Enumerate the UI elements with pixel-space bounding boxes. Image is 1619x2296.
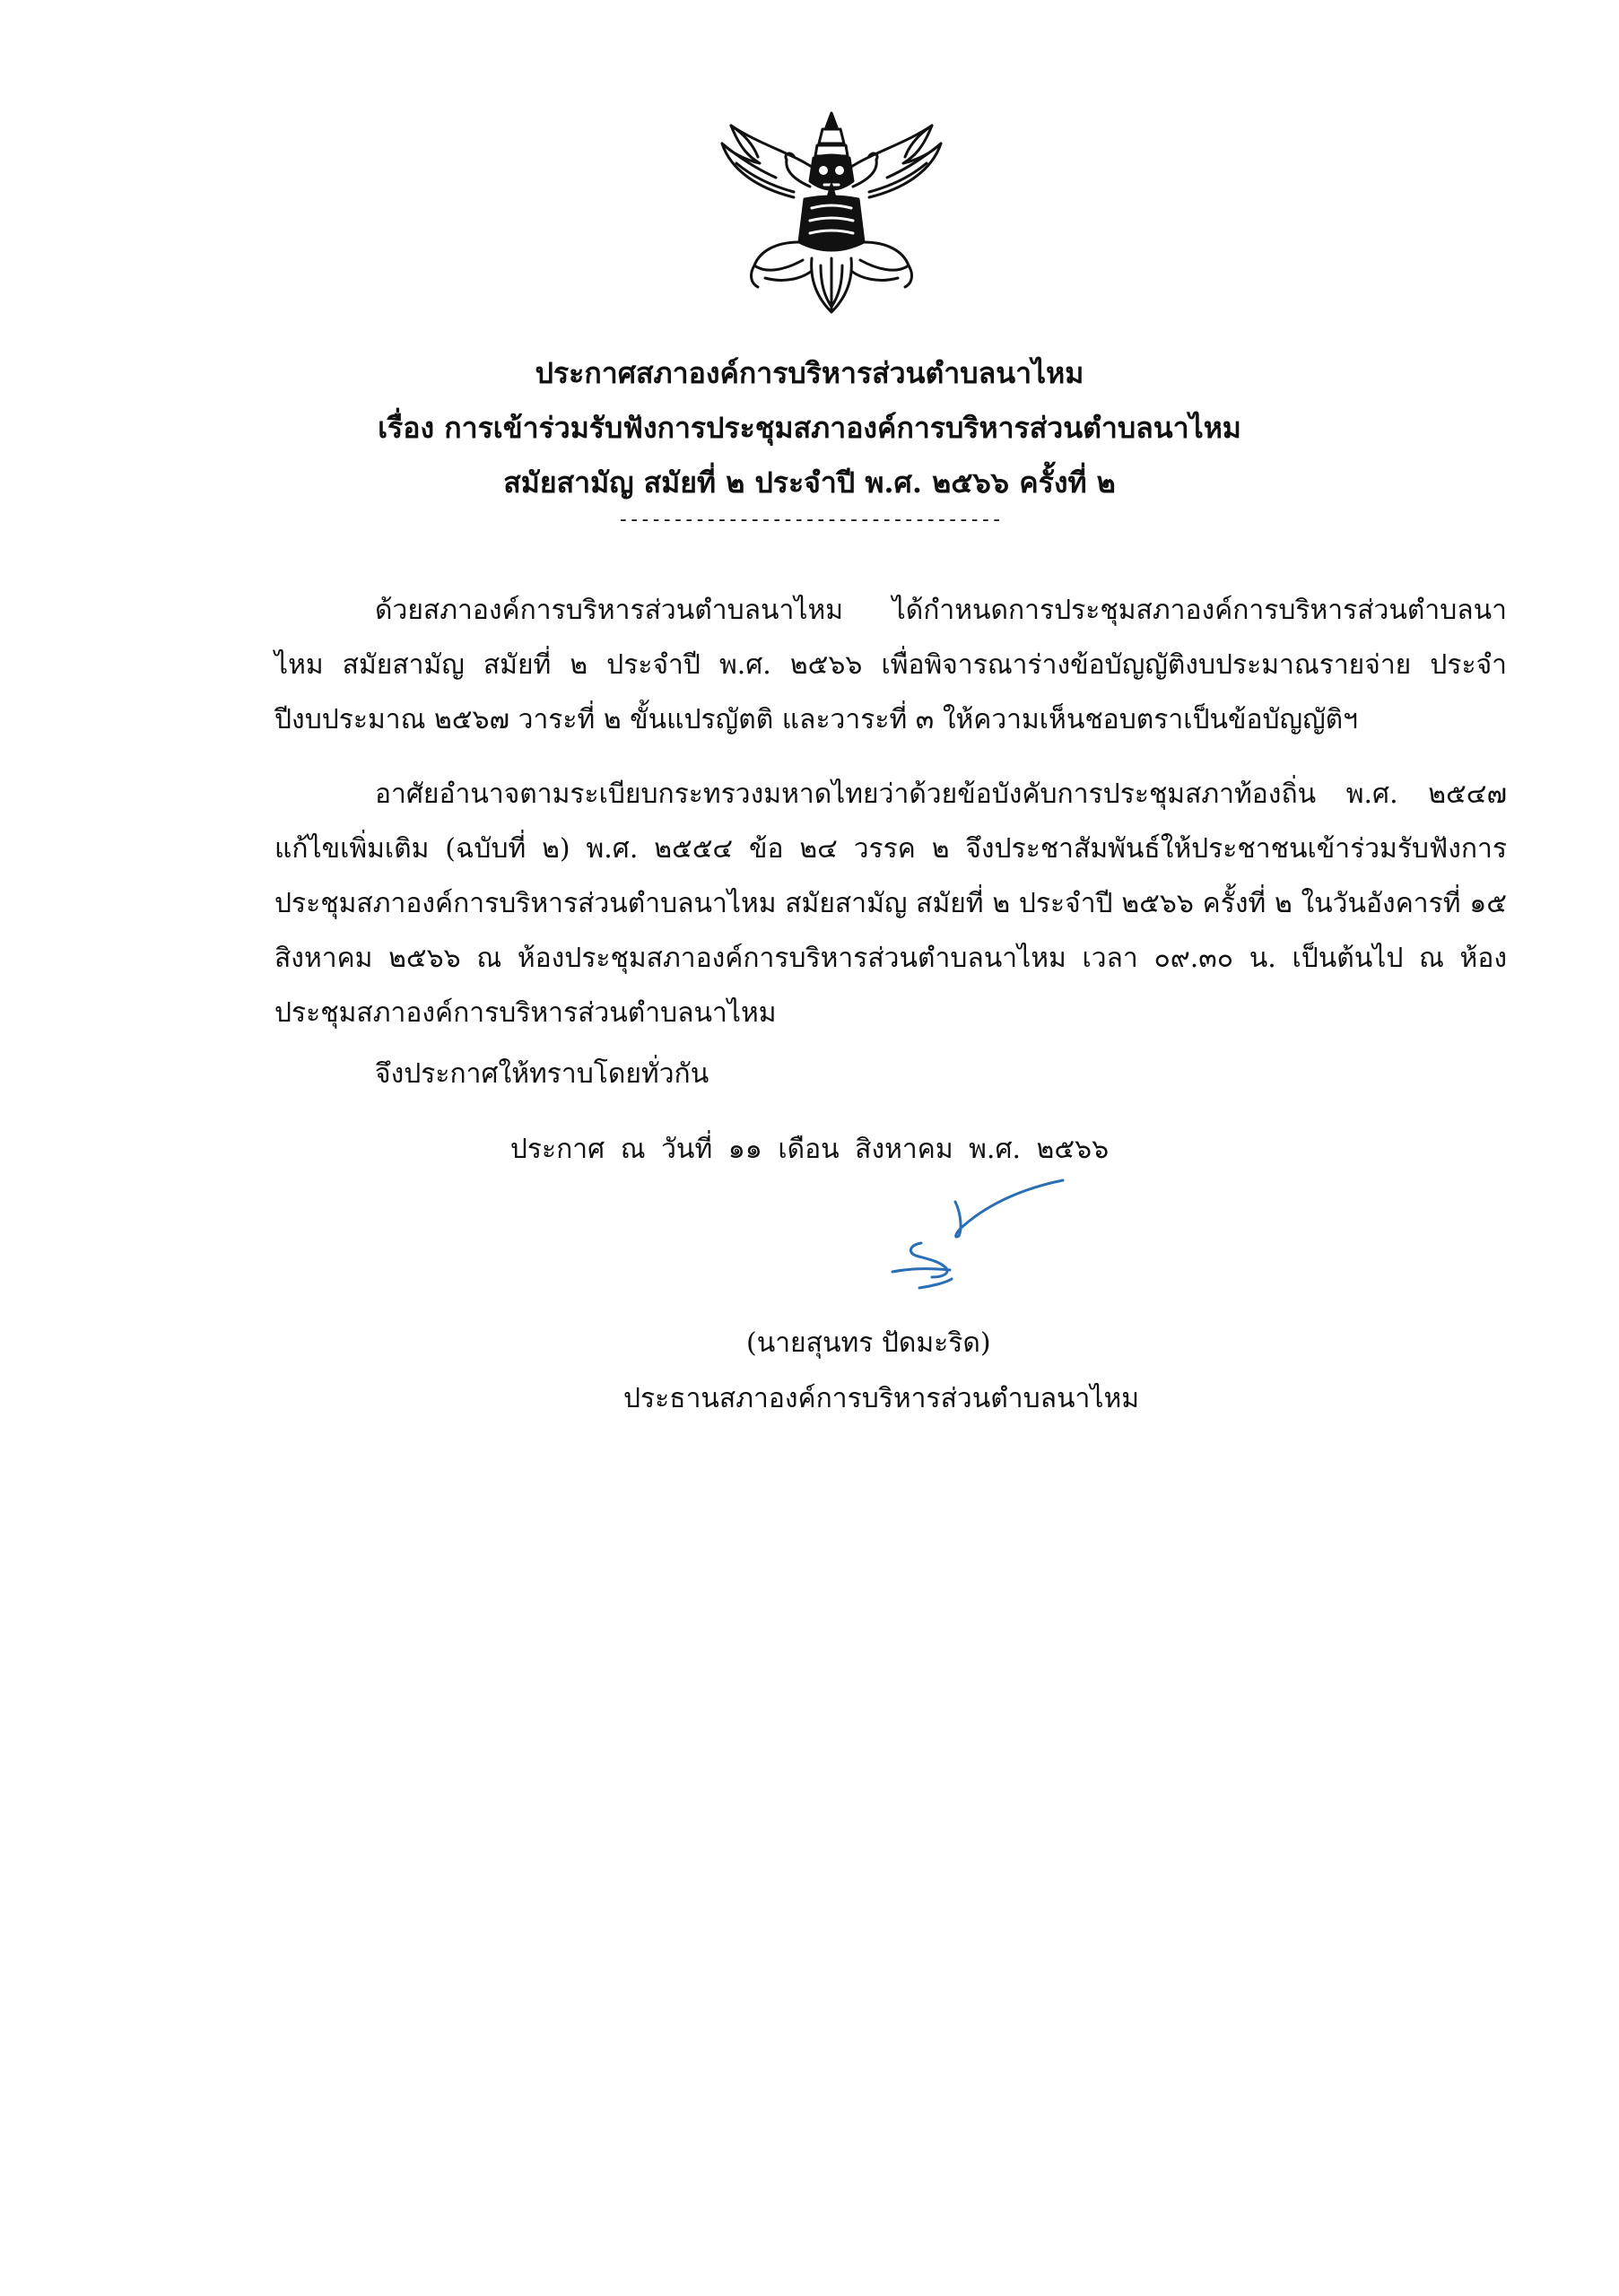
body-paragraph-1: ด้วยสภาองค์การบริหารส่วนตำบลนาไหม ได้กำหนดการประชุมสภาองค์การบริหารส่วนตำบลนาไหม สมัยสามัญ สมัยที่ ๒ ประจำปี พ.ศ. ๒๕๖๖ เพื่อพิจารณาร่างข้อบัญญัติงบประมาณรายจ่าย ประจำปีงบประมาณ ๒๕๖๗ วาระที่ ๒ ขั้นแปรญัตติ และวาระที่ ๓ ให้ความเห็นชอบตราเป็นข้อบัญญัติฯ: [274, 595, 1507, 735]
garuda-emblem-icon: [704, 108, 960, 318]
announcement-title: ประกาศสภาองค์การบริหารส่วนตำบลนาไหม: [535, 356, 1084, 390]
closing-statement: จึงประกาศให้ทราบโดยทั่วกัน: [375, 1058, 709, 1090]
signatory-name: (นายสุนทร ปัดมะริด): [746, 1327, 991, 1359]
handwritten-signature: [857, 1175, 1067, 1309]
announcement-session: สมัยสามัญ สมัยที่ ๒ ประจำปี พ.ศ. ๒๕๖๖ ครั้งที่ ๒: [503, 465, 1116, 500]
announcement-subject: เรื่อง การเข้าร่วมรับฟังการประชุมสภาองค์การบริหารส่วนตำบลนาไหม: [378, 411, 1241, 445]
signatory-position: ประธานสภาองค์การบริหารส่วนตำบลนาไหม: [623, 1383, 1140, 1414]
header-separator: -----------------------------------: [617, 509, 1002, 531]
announcement-date: ประกาศ ณ วันที่ ๑๑ เดือน สิงหาคม พ.ศ. ๒๕๖๖: [509, 1134, 1110, 1165]
body-paragraph-2: อาศัยอำนาจตามระเบียบกระทรวงมหาดไทยว่าด้วยข้อบังคับการประชุมสภาท้องถิ่น พ.ศ. ๒๕๔๗ แก้ไขเพิ่มเติม (ฉบับที่ ๒) พ.ศ. ๒๕๕๔ ข้อ ๒๔ วรรค ๒ จึงประชาสัมพันธ์ให้ประชาชนเข้าร่วมรับฟังการประชุมสภาองค์การบริหารส่วนตำบลนาไหม สมัยสามัญ สมัยที่ ๒ ประจำปี ๒๕๖๖ ครั้งที่ ๒ ในวันอังคารที่ ๑๕ สิงหาคม ๒๕๖๖ ณ ห้องประชุมสภาองค์การบริหารส่วนตำบลนาไหม เวลา ๐๙.๓๐ น. เป็นต้นไป ณ ห้องประชุมสภาองค์การบริหารส่วนตำบลนาไหม: [274, 778, 1507, 1029]
